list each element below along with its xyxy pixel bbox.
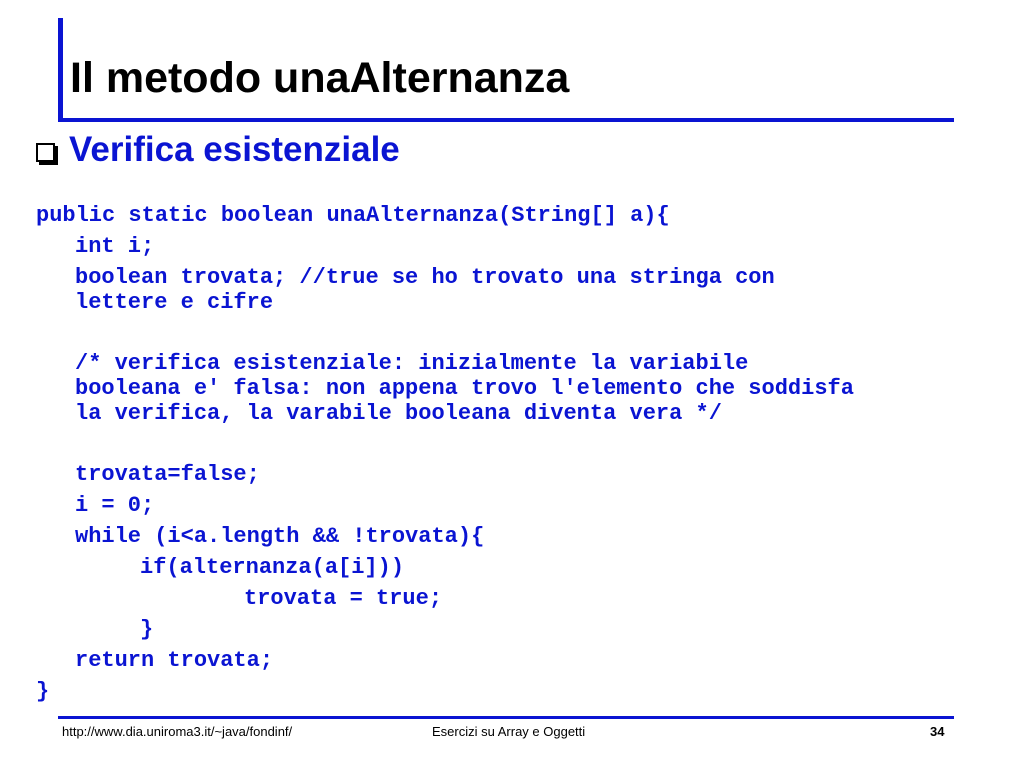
code-line: trovata = true; bbox=[244, 586, 443, 611]
code-line: } bbox=[36, 679, 50, 704]
code-line: public static boolean unaAlternanza(String[] a){ bbox=[36, 203, 670, 228]
code-line: return trovata; bbox=[75, 648, 274, 673]
bullet-item bbox=[36, 128, 400, 172]
title-horizontal-rule bbox=[58, 118, 954, 122]
slide-title: Il metodo unaAlternanza bbox=[70, 54, 570, 102]
code-line: booleana e' falsa: non appena trovo l'elemento che soddisfa bbox=[75, 376, 854, 401]
square-bullet-icon bbox=[36, 143, 55, 162]
code-line: while (i<a.length && !trovata){ bbox=[75, 524, 485, 549]
code-line: i = 0; bbox=[75, 493, 155, 518]
code-line: trovata=false; bbox=[75, 462, 260, 487]
footer-course-title: Esercizi su Array e Oggetti bbox=[432, 724, 586, 739]
code-line: int i; bbox=[75, 234, 155, 259]
code-line: lettere e cifre bbox=[75, 290, 274, 315]
title-vertical-rule bbox=[58, 18, 63, 118]
page-number: 34 bbox=[930, 724, 945, 739]
footer-url: http://www.dia.uniroma3.it/~java/fondinf/ bbox=[62, 724, 293, 739]
code-line: boolean trovata; //true se ho trovato una stringa con bbox=[75, 265, 775, 290]
code-line: la verifica, la varabile booleana diventa vera */ bbox=[75, 401, 722, 426]
code-line: if(alternanza(a[i])) bbox=[140, 555, 405, 580]
footer-rule bbox=[58, 716, 954, 719]
code-line: /* verifica esistenziale: inizialmente la variabile bbox=[75, 351, 749, 376]
bullet-text: Verifica esistenziale bbox=[69, 130, 400, 169]
code-line: } bbox=[140, 617, 154, 642]
